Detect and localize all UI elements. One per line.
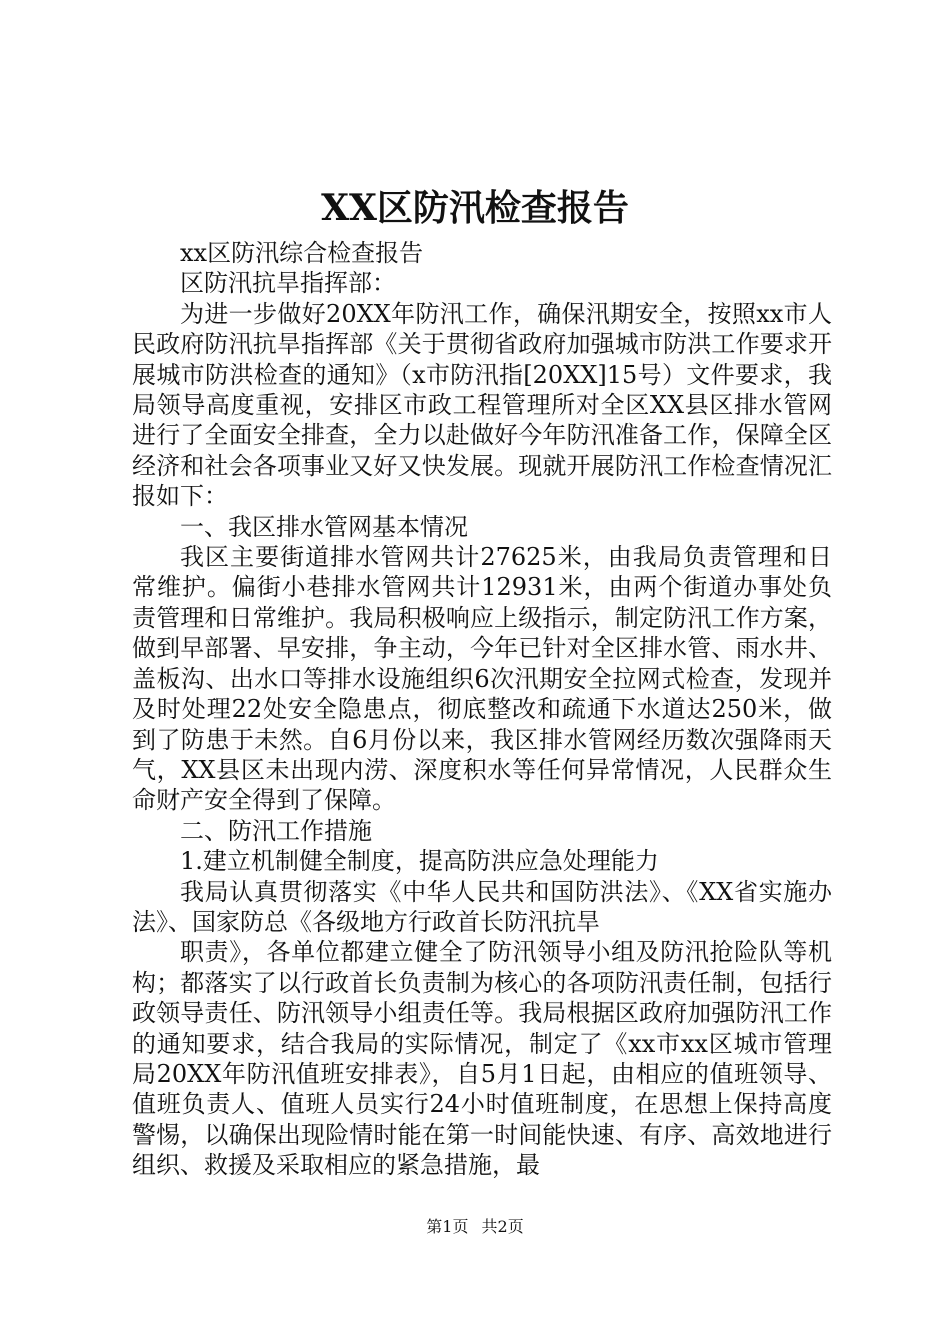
- section-heading-2: 二、防汛工作措施: [180, 816, 372, 845]
- page-footer: [0, 1216, 950, 1238]
- page-number: 第1页: [426, 1217, 469, 1236]
- section-1-paragraph: 我区主要街道排水管网共计27625米，由我局负责管理和日常维护。偏街小巷排水管网共计12931米，由两个街道办事处负责管理和日常维护。我局积极响应上级指示，制定防汛工作方案，做到早部署、早安排，争主动，今年已针对全区排水管、雨水井、盖板沟、出水口等排水设施组织6次汛期安全拉网式检查，发现并及时处理22处安全隐患点，彻底整改和疏通下水道达250米，做到了防患于未然。自6月份以来，我区排水管网经历数次强降雨天气，XX县区未出现内涝、深度积水等任何异常情况，人民群众生命财产安全得到了保障。: [132, 543, 832, 815]
- subsection-heading-1: 1.建立机制健全制度，提高防洪应急处理能力: [180, 847, 659, 876]
- document-body: [132, 238, 832, 1181]
- page-total: 共2页: [481, 1217, 524, 1236]
- subsection-1-paragraph-b: 职责》，各单位都建立健全了防汛领导小组及防汛抢险队等机构；都落实了以行政首长负责制为核心的各项防汛责任制，包括行政领导责任、防汛领导小组责任等。我局根据区政府加强防汛工作的通知要求，结合我局的实际情况，制定了《xx市xx区城市管理局20XX年防汛值班安排表》，自5月1日起，由相应的值班领导、值班负责人、值班人员实行24小时值班制度，在思想上保持高度警惕，以确保出现险情时能在第一时间能快速、有序、高效地进行组织、救援及采取相应的紧急措施，最: [132, 938, 832, 1180]
- addressee: 区防汛抗旱指挥部：: [180, 269, 396, 298]
- document-title: XX区防汛检查报告: [321, 187, 629, 229]
- report-subtitle: xx区防汛综合检查报告: [180, 239, 424, 267]
- intro-paragraph: 为进一步做好20XX年防汛工作，确保汛期安全，按照xx市人民政府防汛抗旱指挥部《关于贯彻省政府加强城市防洪工作要求开展城市防洪检查的通知》（x市防汛指[20XX]15号）文件要求，我局领导高度重视，安排区市政工程管理所对全区XX县区排水管网进行了全面安全排查，全力以赴做好今年防汛准备工作，保障全区经济和社会各项事业又好又快发展。现就开展防汛工作检查情况汇报如下：: [132, 299, 832, 511]
- subsection-1-paragraph-a: 我局认真贯彻落实《中华人民共和国防洪法》、《XX省实施办法》、国家防总《各级地方行政首长防汛抗旱: [132, 877, 832, 936]
- section-heading-1: 一、我区排水管网基本情况: [180, 512, 468, 541]
